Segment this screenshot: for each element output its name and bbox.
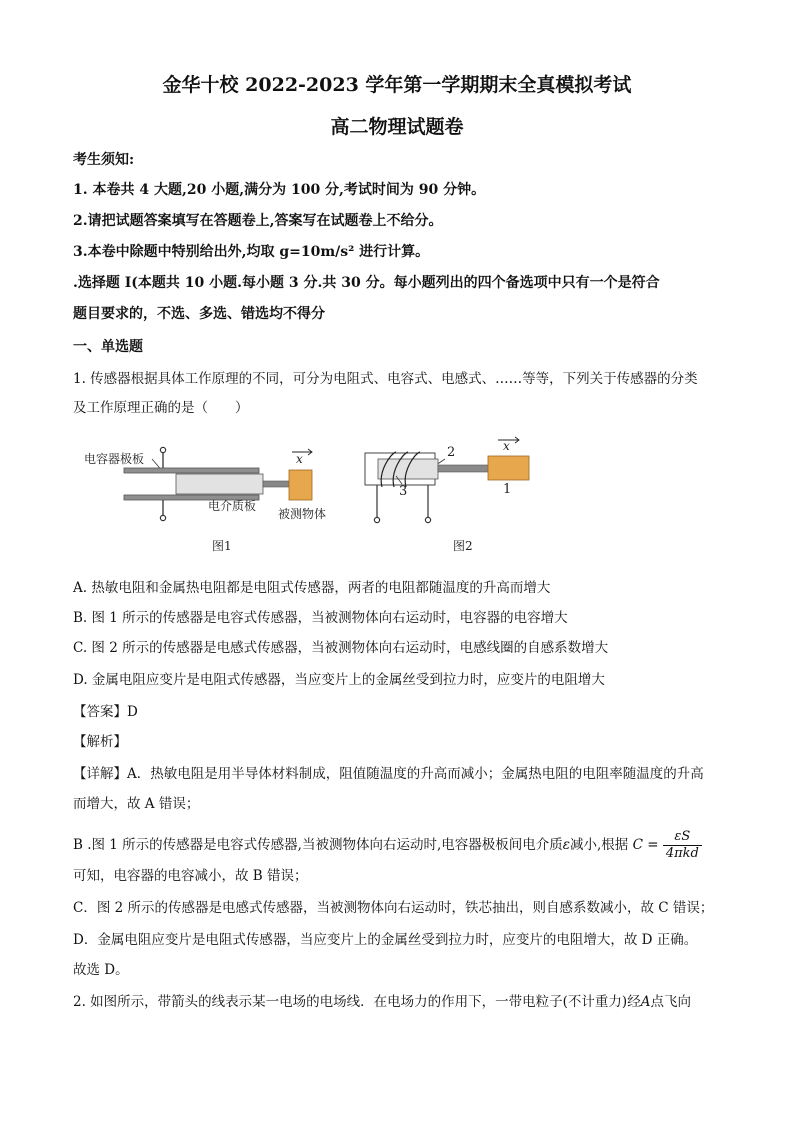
figure-1-caption: 图1 (212, 539, 232, 553)
formula-denominator: 4πkd (665, 846, 699, 861)
section-intro-line: 题目要求的，不选、多选、错选均不得分 (73, 306, 325, 322)
figure-1-top-terminal (160, 447, 165, 452)
figure-2-label-3: 3 (399, 484, 408, 499)
notice-item: 3.本卷中除题中特别给出外,均取 g=10m/s² 进行计算。 (73, 244, 430, 260)
analysis-tag: 【解析】 (73, 734, 127, 750)
figure-1-measured-object (289, 470, 312, 500)
notice-heading: 考生须知: (73, 152, 135, 168)
formula-numerator: εS (663, 829, 702, 846)
figure-1-dielectric-slab (176, 474, 263, 494)
exam-title: 金华十校 2022-2023 学年第一学期期末全真模拟考试 (162, 74, 632, 96)
figure-1-bottom-terminal (160, 515, 165, 520)
exam-subtitle: 高二物理试题卷 (330, 116, 464, 138)
detail-b-line-2: 可知，电容器的电容减小，故 B 错误； (73, 868, 308, 884)
figure-2-inductive-sensor (360, 432, 550, 562)
detail-d-line: D．金属电阻应变片是电阻式传感器，当应变片上的金属丝受到拉力时，应变片的电阻增大，故 D 正确。 (73, 932, 698, 948)
q1-stem-line: 1. 传感器根据具体工作原理的不同，可分为电阻式、电容式、电感式、……等等，下列关于传感器的分类 (73, 371, 698, 387)
figure-2-caption: 图2 (453, 539, 473, 553)
q1-option-d: D. 金属电阻应变片是电阻式传感器，当应变片上的金属丝受到拉力时，应变片的电阻增大 (73, 672, 605, 688)
figure-1-object-label: 被测物体 (278, 507, 327, 521)
figure-1-dielectric-label: 电介质板 (208, 499, 257, 513)
section-intro-line: .选择题 I(本题共 10 小题.每小题 3 分.共 30 分。每小题列出的四个备选项中只有一个是符合 (73, 275, 660, 291)
detail-b-line (73, 829, 733, 861)
formula-lhs: C = (632, 837, 659, 853)
point-a-label: A (640, 994, 651, 1010)
q2-stem-text: 点飞向 (650, 994, 691, 1010)
answer-value: D (127, 704, 138, 720)
q1-answer-line (73, 702, 733, 722)
notice-item: 2.请把试题答案填写在答题卷上,答案写在试题卷上不给分。 (73, 213, 443, 229)
q1-option-b: B. 图 1 所示的传感器是电容式传感器，当被测物体向右运动时，电容器的电容增大 (73, 610, 568, 626)
q1-option-c: C. 图 2 所示的传感器是电感式传感器，当被测物体向右运动时，电感线圈的自感系数增大 (73, 640, 609, 656)
q1-option-a: A. 热敏电阻和金属热电阻都是电阻式传感器，两者的电阻都随温度的升高而增大 (73, 580, 551, 596)
detail-a-line: 而增大，故 A 错误； (73, 796, 200, 812)
detail-b-text: 减小,根据 (570, 837, 629, 853)
figure-1-capacitor-sensor (80, 432, 350, 562)
figure-1-connector-rod (263, 481, 289, 487)
figure-2-x-label: x (503, 439, 510, 453)
detail-a-line: 【详解】A．热敏电阻是用半导体材料制成，阻值随温度的升高而减小；金属热电阻的电阻率随温度的升高 (73, 766, 704, 782)
figure-2-left-terminal (374, 517, 379, 522)
detail-c-line: C．图 2 所示的传感器是电感式传感器，当被测物体向右运动时，铁芯抽出，则自感系数减小，故 C 错误； (73, 900, 714, 916)
detail-b-text: B .图 1 所示的传感器是电容式传感器,当被测物体向右运动时,电容器极板间电介质 (73, 837, 563, 853)
figure-2-label-2: 2 (447, 445, 456, 460)
conclusion-line: 故选 D。 (73, 962, 129, 978)
formula-fraction (663, 829, 702, 862)
q2-stem-line (73, 992, 733, 1012)
figure-2-connector-rod (438, 465, 488, 472)
figure-2-measured-object (488, 456, 529, 480)
answer-tag: 【答案】 (73, 704, 127, 720)
q1-stem-line: 及工作原理正确的是（ ） (73, 400, 249, 416)
figure-2-label-1: 1 (503, 482, 512, 497)
notice-item: 1. 本卷共 4 大题,20 小题,满分为 100 分,考试时间为 90 分钟。 (73, 182, 486, 198)
figure-1-plate-label: 电容器极板 (84, 452, 145, 466)
q2-stem-text: 2. 如图所示，带箭头的线表示某一电场的电场线．在电场力的作用下，一带电粒子(不计重力)经 (73, 994, 641, 1010)
figure-2-right-terminal (425, 517, 430, 522)
epsilon-symbol: ε (562, 837, 571, 853)
figure-1-x-label: x (296, 452, 303, 466)
figure-1-top-plate (124, 468, 259, 473)
section-title: 一、单选题 (73, 339, 143, 355)
